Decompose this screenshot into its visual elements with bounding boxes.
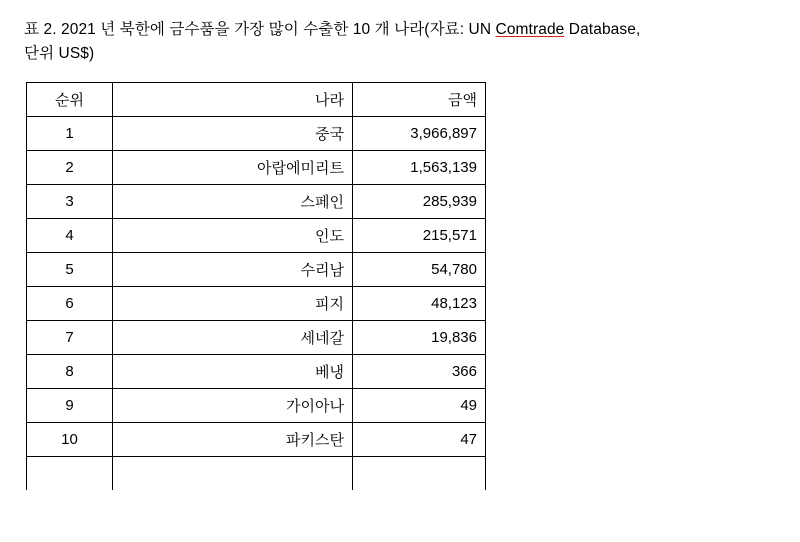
cell-rank: 9 (27, 389, 113, 423)
cell-amount: 47 (353, 423, 486, 457)
cell-country: 파키스탄 (113, 423, 353, 457)
header-amount: 금액 (353, 83, 486, 117)
table-row (27, 389, 486, 423)
spacer-cell-amount (353, 457, 486, 491)
cell-amount: 285,939 (353, 185, 486, 219)
table-row (27, 423, 486, 457)
cell-rank: 5 (27, 253, 113, 287)
cell-rank: 6 (27, 287, 113, 321)
table-spacer-row (27, 457, 486, 491)
cell-rank: 3 (27, 185, 113, 219)
cell-rank: 10 (27, 423, 113, 457)
cell-country: 중국 (113, 117, 353, 151)
cell-country: 스페인 (113, 185, 353, 219)
cell-amount: 54,780 (353, 253, 486, 287)
cell-country: 수리남 (113, 253, 353, 287)
cell-rank: 7 (27, 321, 113, 355)
cell-amount: 1,563,139 (353, 151, 486, 185)
table-row (27, 117, 486, 151)
table-container (26, 82, 776, 491)
caption-second-line: 단위 US$) (24, 45, 95, 63)
cell-country: 인도 (113, 219, 353, 253)
cell-amount: 366 (353, 355, 486, 389)
table-caption (24, 18, 764, 66)
cell-amount: 215,571 (353, 219, 486, 253)
cell-amount: 48,123 (353, 287, 486, 321)
cell-country: 피지 (113, 287, 353, 321)
table-row (27, 219, 486, 253)
cell-rank: 2 (27, 151, 113, 185)
cell-country: 가이아나 (113, 389, 353, 423)
header-country: 나라 (113, 83, 353, 117)
spacer-cell-rank (27, 457, 113, 491)
cell-country: 베냉 (113, 355, 353, 389)
table-row (27, 321, 486, 355)
table-header-row (27, 83, 486, 117)
cell-rank: 1 (27, 117, 113, 151)
exports-table (26, 82, 486, 491)
caption-text-before-link: 표 2. 2021 년 북한에 금수품을 가장 많이 수출한 10 개 나라(자료: UN (24, 21, 496, 38)
table-row (27, 185, 486, 219)
table-row (27, 151, 486, 185)
cell-amount: 19,836 (353, 321, 486, 355)
caption-underlined-term: Comtrade (495, 21, 565, 38)
header-rank: 순위 (27, 83, 113, 117)
cell-amount: 3,966,897 (353, 117, 486, 151)
cell-country: 아랍에미리트 (113, 151, 353, 185)
caption-text-after-link: Database, (564, 21, 641, 38)
table-row (27, 287, 486, 321)
cell-country: 세네갈 (113, 321, 353, 355)
cell-amount: 49 (353, 389, 486, 423)
table-row (27, 253, 486, 287)
spacer-cell-country (113, 457, 353, 491)
cell-rank: 4 (27, 219, 113, 253)
table-body (27, 83, 486, 491)
cell-rank: 8 (27, 355, 113, 389)
table-row (27, 355, 486, 389)
